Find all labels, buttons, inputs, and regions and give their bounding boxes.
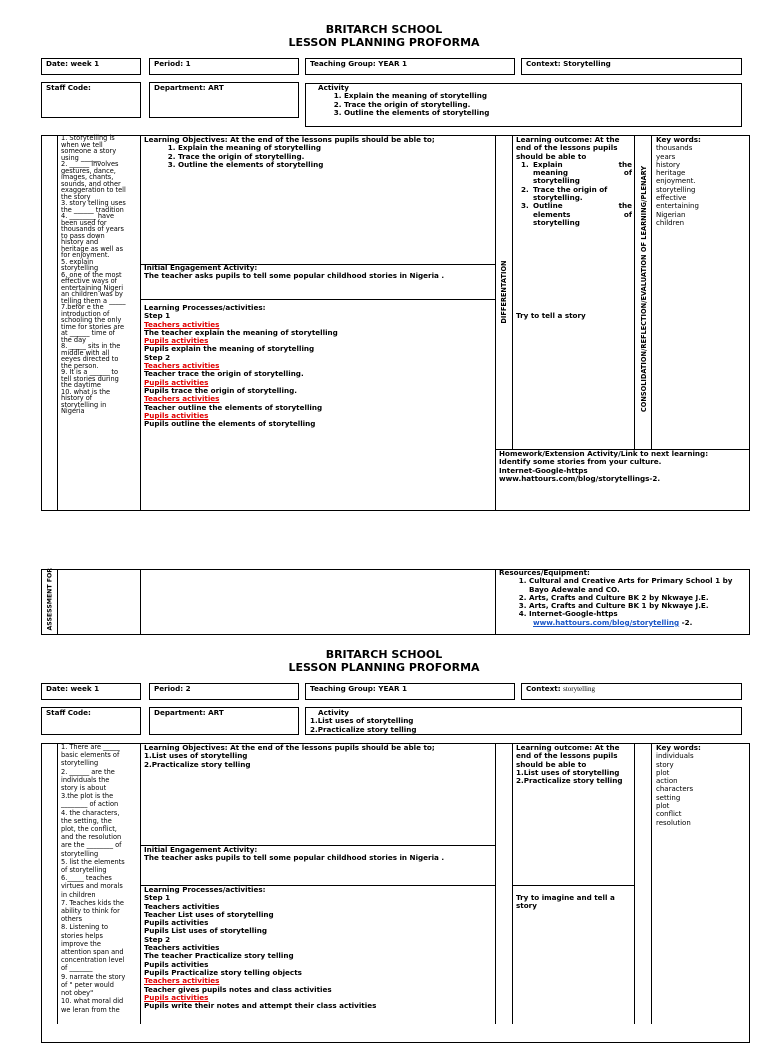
process-line: The teacher Practicalize story telling bbox=[144, 951, 294, 961]
objective-item: 2. Trace the origin of storytelling. bbox=[178, 153, 494, 161]
question-line: and the resolution bbox=[61, 833, 122, 842]
question-line: introduction of bbox=[61, 309, 110, 318]
outcome-text: Explain bbox=[533, 159, 563, 169]
outcome-text: storytelling bbox=[533, 217, 580, 227]
question-line: ________ of action bbox=[61, 800, 119, 809]
column-divider bbox=[651, 135, 652, 449]
homework-line: Identify some stories from your culture. bbox=[499, 457, 662, 467]
question-line: at ______ time of bbox=[61, 329, 115, 337]
objectives-heading: Learning Objectives: At the end of the lessons pupils should be able to; bbox=[144, 135, 435, 144]
question-line: 7.befor e the bbox=[61, 303, 104, 311]
process-line: Pupils explain the meaning of storytelling bbox=[144, 344, 315, 354]
activity-item: 2. Trace the origin of storytelling. bbox=[344, 101, 741, 109]
process-line: Teachers activities bbox=[144, 943, 220, 953]
question-line: been used for bbox=[61, 218, 107, 227]
context-field: Context: Storytelling bbox=[521, 58, 742, 75]
question-line: 9. It is a ______ to bbox=[61, 368, 119, 376]
activity-line: 2.Practicalize story telling bbox=[310, 724, 417, 734]
keywords-heading: Key words: bbox=[656, 743, 701, 752]
try-line: story bbox=[516, 901, 537, 911]
process-line: Pupils activities bbox=[144, 918, 209, 928]
objectives-section bbox=[144, 136, 494, 169]
activity-box bbox=[305, 707, 742, 735]
question-line: 1. Storytelling is bbox=[61, 134, 115, 142]
homework-heading: Homework/Extension Activity/Link to next learning: bbox=[499, 449, 709, 458]
process-line: Teacher outline the elements of storytelling bbox=[144, 402, 323, 412]
question-line: the person. bbox=[61, 361, 99, 370]
question-line: story is about bbox=[61, 784, 107, 793]
staff-code-field: Staff Code: bbox=[41, 82, 141, 118]
question-line: of storytelling bbox=[61, 866, 107, 875]
question-line: stories helps bbox=[61, 931, 103, 940]
objectives-section bbox=[144, 744, 494, 769]
engagement-section bbox=[144, 846, 494, 863]
outcome-line: 1.List uses of storytelling bbox=[516, 767, 620, 777]
process-line: Step 1 bbox=[144, 893, 171, 903]
process-line: Pupils outline the elements of storytelling bbox=[144, 419, 316, 429]
homework-section bbox=[499, 450, 747, 483]
question-line: storytelling bbox=[61, 849, 99, 858]
department-field: Department: ART bbox=[149, 82, 299, 118]
process-line: Pupils activities bbox=[144, 959, 209, 969]
question-line: 1. There are _____ bbox=[61, 743, 120, 751]
question-line: time for stories are bbox=[61, 322, 125, 331]
assessment-label: ASSESSMENT FOR bbox=[46, 568, 54, 631]
outcome-text: meaning bbox=[533, 168, 569, 178]
question-line: heritage as well as bbox=[61, 244, 123, 253]
outcome-text: Trace the origin of bbox=[533, 184, 608, 194]
engagement-text: The teacher asks pupils to tell some popular childhood stories in Nigeria . bbox=[144, 853, 445, 863]
outcome-heading-line: should be able to bbox=[516, 759, 587, 769]
column-divider bbox=[140, 569, 141, 635]
outcome-text: of bbox=[623, 168, 632, 178]
proforma-title: LESSON PLANNING PROFORMA bbox=[288, 36, 480, 49]
question-line: someone a story bbox=[61, 147, 117, 155]
question-line: of _______ bbox=[61, 964, 93, 973]
keyword-item: heritage bbox=[656, 169, 686, 178]
question-line: 10. what is the bbox=[61, 387, 111, 396]
keywords-section bbox=[656, 136, 748, 227]
keyword-item: resolution bbox=[656, 818, 691, 827]
process-line: Step 2 bbox=[144, 934, 171, 944]
process-line: Pupils Practicalize story telling objects bbox=[144, 967, 302, 977]
outcome-line bbox=[516, 219, 632, 227]
learning-outcome-section bbox=[516, 744, 632, 785]
resource-item: 1. Cultural and Creative Arts for Primary School 1 by Bayo Adewale and CO. bbox=[529, 577, 747, 594]
keywords-heading: Key words: bbox=[656, 135, 701, 144]
outcome-list bbox=[516, 161, 632, 227]
question-line: an children was by bbox=[61, 290, 123, 298]
question-line: schooling the only bbox=[61, 316, 122, 324]
column-divider bbox=[495, 743, 496, 1024]
column-divider bbox=[512, 743, 513, 1024]
keyword-item: characters bbox=[656, 785, 694, 794]
keyword-item: plot bbox=[656, 768, 670, 777]
activity-role-label: Pupils activities bbox=[144, 377, 209, 387]
question-line: 6. one of the most bbox=[61, 270, 122, 279]
question-line: virtues and morals bbox=[61, 882, 123, 891]
date-field: Date: week 1 bbox=[41, 683, 141, 700]
process-line: Pupils trace the origin of storytelling. bbox=[144, 385, 297, 395]
question-line: for enjoyment. bbox=[61, 251, 110, 259]
question-line: not obey" bbox=[61, 989, 94, 998]
question-line: 5. explain bbox=[61, 257, 94, 266]
question-line: exaggeration to tell bbox=[61, 186, 126, 194]
process-line: Pupils write their notes and attempt their class activities bbox=[144, 1001, 377, 1011]
process-line: Teacher trace the origin of storytelling. bbox=[144, 369, 304, 379]
question-line: 2. ______ involves bbox=[61, 160, 119, 168]
keyword-item: action bbox=[656, 777, 678, 786]
try-text: Try to tell a story bbox=[516, 311, 586, 320]
question-line: effective ways of bbox=[61, 277, 117, 285]
keyword-item: Nigerian bbox=[656, 210, 686, 219]
column-divider bbox=[57, 135, 58, 511]
column-divider bbox=[634, 743, 635, 1024]
process-line: The teacher explain the meaning of storytelling bbox=[144, 327, 338, 337]
process-line: Step 1 bbox=[144, 311, 171, 321]
try-line: Try to imagine and tell a bbox=[516, 893, 615, 902]
column-divider bbox=[512, 135, 513, 449]
keyword-item: thousands bbox=[656, 144, 693, 153]
resources-heading: Resources/Equipment: bbox=[499, 568, 590, 577]
question-line: history and bbox=[61, 238, 99, 246]
question-line: eeyes directed to bbox=[61, 355, 119, 363]
outcome-line: 2.Practicalize story telling bbox=[516, 776, 623, 786]
questions-list bbox=[61, 135, 139, 415]
resource-item: 3. Arts, Crafts and Culture BK 1 by Nkwaye J.E. bbox=[529, 602, 747, 610]
department-field: Department: ART bbox=[149, 707, 299, 735]
processes-list bbox=[144, 312, 494, 428]
question-line: 7. Teaches kids the bbox=[61, 898, 124, 907]
question-line: individuals the bbox=[61, 775, 110, 784]
question-line: the story bbox=[61, 192, 91, 201]
objective-line: 1.List uses of storytelling bbox=[144, 751, 248, 761]
staff-code-field: Staff Code: bbox=[41, 707, 141, 735]
question-line: 5. list the elements bbox=[61, 857, 125, 866]
activity-role-label: Teachers activities bbox=[144, 319, 220, 329]
school-name: BRITARCH SCHOOL bbox=[325, 648, 443, 661]
activity-heading: Activity bbox=[318, 83, 349, 92]
process-line: Teacher List uses of storytelling bbox=[144, 909, 274, 919]
teaching-group-field: Teaching Group: YEAR 1 bbox=[305, 58, 515, 75]
outcome-heading-line: Learning outcome: At the bbox=[516, 135, 620, 144]
question-line: ability to think for bbox=[61, 907, 120, 916]
question-line: are the ________ of bbox=[61, 841, 122, 850]
activity-role-label: Teachers activities bbox=[144, 976, 220, 986]
question-line: 4. ________ have bbox=[61, 212, 115, 220]
learning-outcome-section bbox=[516, 136, 632, 227]
outcome-text: storytelling. bbox=[533, 193, 583, 203]
processes-section bbox=[144, 886, 494, 1010]
activity-box bbox=[305, 83, 742, 127]
question-line: in children bbox=[61, 890, 96, 899]
keywords-list bbox=[656, 144, 748, 227]
keyword-item: enjoyment. bbox=[656, 177, 696, 186]
question-line: to pass down bbox=[61, 231, 105, 240]
keyword-item: effective bbox=[656, 194, 687, 203]
question-line: 6._____ teaches bbox=[61, 874, 112, 883]
keyword-item: story bbox=[656, 760, 674, 769]
keyword-item: entertaining bbox=[656, 202, 699, 211]
engagement-section bbox=[144, 264, 494, 281]
question-line: 10. what moral did bbox=[61, 997, 124, 1006]
question-line: entertaining Nigeri bbox=[61, 283, 124, 292]
question-line: 4. the characters, bbox=[61, 808, 120, 817]
keywords-list bbox=[656, 752, 748, 827]
outcome-text: of bbox=[623, 209, 632, 219]
process-line: Teacher gives pupils notes and class activities bbox=[144, 984, 332, 994]
keyword-item: individuals bbox=[656, 752, 694, 761]
question-line: middle with all bbox=[61, 348, 110, 357]
outcome-heading-line: should be able to bbox=[516, 151, 587, 161]
school-name: BRITARCH SCHOOL bbox=[325, 23, 443, 36]
activity-role-label: Teachers activities bbox=[144, 361, 220, 371]
question-line: the daytime bbox=[61, 381, 101, 389]
period-field: Period: 2 bbox=[149, 683, 299, 700]
outcome-text: the bbox=[618, 159, 632, 169]
objective-item: 1. Explain the meaning of storytelling bbox=[178, 144, 494, 152]
row-divider bbox=[140, 299, 495, 300]
outcome-text: elements bbox=[533, 209, 571, 219]
resource-item: 2. Arts, Crafts and Culture BK 2 by Nkwaye J.E. bbox=[529, 594, 747, 602]
question-line: 8. _____ sits in the bbox=[61, 342, 121, 350]
activity-item: 1. Explain the meaning of storytelling bbox=[344, 92, 741, 100]
question-line: thousands of years bbox=[61, 225, 124, 233]
column-divider bbox=[57, 743, 58, 1024]
processes-list bbox=[144, 894, 494, 1010]
question-line: using ______ bbox=[61, 153, 101, 162]
question-line: 2. ______ are the bbox=[61, 767, 115, 776]
question-line: when we tell bbox=[61, 140, 103, 149]
consolidation-label: CONSOLIDATION/REFLECTION/EVALUATION OF LEARNING/PLENARY bbox=[640, 165, 648, 413]
keyword-item: plot bbox=[656, 802, 670, 811]
outcome-text: storytelling bbox=[533, 176, 580, 186]
resource-link-suffix: -2. bbox=[679, 617, 693, 627]
question-line: 8. Listening to bbox=[61, 923, 109, 932]
proforma-title: LESSON PLANNING PROFORMA bbox=[288, 661, 480, 674]
activity-role-label: Pupils activities bbox=[144, 992, 209, 1002]
processes-heading: Learning Processes/activities: bbox=[144, 303, 266, 312]
question-line: attention span and bbox=[61, 948, 124, 957]
activity-heading: Activity bbox=[318, 708, 349, 717]
outcome-number: 2. bbox=[521, 184, 529, 194]
question-line: the day bbox=[61, 335, 87, 344]
column-divider bbox=[651, 743, 652, 1024]
process-line: Step 2 bbox=[144, 352, 171, 362]
keywords-section bbox=[656, 744, 748, 827]
column-divider bbox=[634, 135, 635, 449]
teaching-group-field: Teaching Group: YEAR 1 bbox=[305, 683, 515, 700]
activity-line: 1.List uses of storytelling bbox=[310, 716, 414, 726]
outcome-number: 1. bbox=[521, 159, 529, 169]
activity-item: 3. Outline the elements of storytelling bbox=[344, 109, 741, 117]
outcome-heading-line: Learning outcome: At the bbox=[516, 743, 620, 752]
column-divider bbox=[140, 135, 141, 511]
resources-section bbox=[499, 569, 747, 627]
keyword-item: children bbox=[656, 218, 685, 227]
question-line: others bbox=[61, 915, 83, 924]
question-line: storytelling bbox=[61, 264, 99, 272]
questions-list bbox=[61, 743, 139, 1014]
question-line: improve the bbox=[61, 939, 101, 948]
question-line: the setting, the bbox=[61, 816, 112, 825]
question-line: basic elements of bbox=[61, 751, 120, 760]
column-divider bbox=[57, 569, 58, 635]
question-line: 9. narrate the story bbox=[61, 972, 126, 981]
activity-role-label: Pupils activities bbox=[144, 336, 209, 346]
processes-heading: Learning Processes/activities: bbox=[144, 885, 266, 894]
keyword-item: setting bbox=[656, 793, 681, 802]
row-divider bbox=[512, 885, 634, 886]
processes-section bbox=[144, 304, 494, 428]
column-divider bbox=[495, 569, 496, 635]
question-line: we leran from the bbox=[61, 1005, 120, 1014]
context-field bbox=[521, 683, 742, 700]
engagement-heading: Initial Engagement Activity: bbox=[144, 845, 258, 854]
homework-line: Internet-Google-https bbox=[499, 465, 588, 475]
objective-line: 2.Practicalize story telling bbox=[144, 759, 251, 769]
differentiation-label: DIFFERENTATION bbox=[500, 260, 508, 324]
question-line: tell stories during bbox=[61, 374, 119, 383]
question-line: telling them a _____ bbox=[61, 296, 126, 305]
context-value: storytelling bbox=[563, 685, 595, 693]
keyword-item: history bbox=[656, 160, 681, 169]
question-line: Nigeria bbox=[61, 407, 85, 415]
objectives-heading: Learning Objectives: At the end of the lessons pupils should be able to; bbox=[144, 743, 435, 752]
process-line: Pupils List uses of storytelling bbox=[144, 926, 267, 936]
outcome-number: 3. bbox=[521, 201, 529, 211]
try-text bbox=[516, 894, 632, 911]
question-line: storytelling in bbox=[61, 400, 107, 409]
column-divider bbox=[495, 135, 496, 511]
date-field: Date: week 1 bbox=[41, 58, 141, 75]
keyword-item: years bbox=[656, 152, 676, 161]
question-line: 3.the plot is the bbox=[61, 792, 114, 801]
outcome-text: Outline bbox=[533, 201, 563, 211]
question-line: sounds, and other bbox=[61, 179, 121, 188]
engagement-text: The teacher asks pupils to tell some popular childhood stories in Nigeria . bbox=[144, 271, 445, 281]
engagement-heading: Initial Engagement Activity: bbox=[144, 263, 258, 272]
question-line: the ______ tradition bbox=[61, 205, 124, 214]
question-line: history of bbox=[61, 394, 93, 402]
period-field: Period: 1 bbox=[149, 58, 299, 75]
context-label: Context: bbox=[526, 684, 561, 693]
objective-item: 3. Outline the elements of storytelling bbox=[178, 161, 494, 169]
homework-line: www.hattours.com/blog/storytellings-2. bbox=[499, 473, 661, 483]
column-divider bbox=[140, 743, 141, 1024]
outcome-text: the bbox=[618, 201, 632, 211]
question-line: gestures, dance, bbox=[61, 166, 116, 175]
resource-item: 4. Internet-Google-https bbox=[529, 610, 747, 618]
question-line: images, chants, bbox=[61, 173, 114, 181]
question-line: plot, the conflict, bbox=[61, 825, 117, 834]
keyword-item: storytelling bbox=[656, 185, 696, 194]
activity-role-label: Pupils activities bbox=[144, 410, 209, 420]
question-line: concentration level bbox=[61, 956, 125, 965]
keyword-item: conflict bbox=[656, 810, 682, 819]
resource-link[interactable]: www.hattours.com/blog/storytelling bbox=[533, 617, 680, 627]
process-line: Teachers activities bbox=[144, 901, 220, 911]
question-line: storytelling bbox=[61, 759, 99, 768]
outcome-heading-line: end of the lessons pupils bbox=[516, 751, 618, 761]
question-line: of " peter would bbox=[61, 980, 114, 989]
question-line: 3. story telling uses bbox=[61, 199, 126, 207]
activity-role-label: Teachers activities bbox=[144, 394, 220, 404]
outcome-heading-line: end of the lessons pupils bbox=[516, 143, 618, 153]
